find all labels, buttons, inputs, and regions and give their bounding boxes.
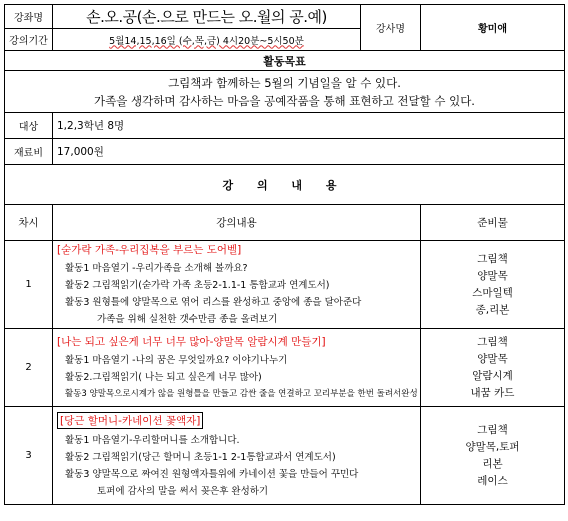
prep-item: 내꿈 카드 — [470, 386, 515, 399]
column-header-row — [5, 205, 565, 241]
column-session: 차시 — [5, 205, 53, 241]
prep-item: 알람시계 — [472, 369, 513, 382]
target-row — [5, 113, 565, 139]
session-content — [53, 329, 421, 407]
session-prep — [421, 329, 565, 407]
lesson-plan-table — [4, 4, 565, 505]
lesson-plan-sheet — [4, 4, 564, 505]
cost-label: 재료비 — [5, 139, 53, 165]
prep-item: 양말목,토퍼 — [465, 440, 520, 453]
session-number: 3 — [5, 407, 53, 505]
target-label: 대상 — [5, 113, 53, 139]
session-line: 활동2 그림책읽기(숟가락 가족 초등2-1.1-1 통합교과 연계도서) — [65, 280, 330, 291]
session-line: 가족을 위해 실천한 갯수만큼 종을 올려보기 — [97, 314, 278, 325]
goals-body — [5, 71, 565, 113]
prep-item: 리본 — [482, 457, 503, 470]
column-content: 강의내용 — [53, 205, 421, 241]
prep-item: 그림책 — [477, 423, 508, 436]
section-title-row — [5, 165, 565, 205]
session-line: 활동3 양말목으로시계가 않을 원형틀을 만들고 감싼 줄을 연결하고 꼬리부분을 한번 돌려서완성 — [65, 388, 418, 399]
session-content — [53, 407, 421, 505]
column-prep: 준비물 — [421, 205, 565, 241]
session-line: 활동2 그림책읽기(당근 할머니 초등1-1 2-1통합교과서 연계도서) — [65, 452, 336, 463]
period-value: 5월14,15,16일 (수,목,금) 4시20분~5시50분 — [53, 29, 361, 51]
session-row-3 — [5, 407, 565, 505]
session-prep — [421, 407, 565, 505]
prep-item: 양말목 — [477, 269, 508, 282]
period-label: 강의기간 — [5, 29, 53, 51]
teacher-label: 강사명 — [361, 5, 421, 51]
session-number: 1 — [5, 241, 53, 329]
session-number: 2 — [5, 329, 53, 407]
goal-line-1: 그림책과 함께하는 5월의 기념일을 알 수 있다. — [168, 75, 401, 90]
session-content — [53, 241, 421, 329]
goal-line-2: 가족을 생각하며 감사하는 마음을 공예작품을 통해 표현하고 전달할 수 있다. — [94, 93, 475, 108]
session-line: 활동1 마음열기-우리할머니를 소개합니다. — [65, 435, 240, 446]
session-row-1 — [5, 241, 565, 329]
session-title: [나는 되고 싶은게 너무 너무 많아-양말목 알람시계 만들기] — [57, 335, 326, 348]
subject-label: 강좌명 — [5, 5, 53, 29]
prep-item: 스마일텍 — [472, 286, 513, 299]
session-line: 활동3 양말목으로 짜여진 원형액자틀위에 카네이션 꽃을 만들어 꾸민다 — [65, 469, 359, 480]
goals-body-row — [5, 71, 565, 113]
subject-value: 손.오.공(손.으로 만드는 오.월의 공.예) — [53, 5, 361, 29]
session-line: 활동1 마음열기 -나의 꿈은 무엇일까요? 이야기나누기 — [65, 354, 288, 366]
prep-item: 그림책 — [477, 335, 508, 348]
session-line: 활동3 원형틀에 양말목으로 엮어 리스를 완성하고 중앙에 종을 달아준다 — [65, 297, 362, 308]
session-line: 토퍼에 감사의 말을 써서 꽂은후 완성하기 — [97, 486, 269, 497]
session-title-text: [당근 할머니-카네이션 꽃액자] — [57, 412, 203, 429]
session-title — [57, 412, 416, 429]
prep-item: 레이스 — [477, 474, 508, 487]
session-line: 활동1 마음열기 -우리가족을 소개해 볼까요? — [65, 263, 248, 274]
subject-row — [5, 5, 565, 29]
session-line: 활동2.그림책읽기( 나는 되고 싶은게 너무 많아) — [65, 371, 262, 383]
prep-item: 종,리본 — [475, 303, 510, 316]
section-title: 강 의 내 용 — [5, 165, 565, 205]
session-row-2 — [5, 329, 565, 407]
session-title: [숟가락 가족-우리집복을 부르는 도어벨] — [57, 244, 242, 256]
prep-item: 양말목 — [477, 352, 508, 365]
goals-title-row — [5, 51, 565, 71]
cost-row — [5, 139, 565, 165]
teacher-value: 황미애 — [421, 5, 565, 51]
cost-value: 17,000원 — [53, 139, 565, 165]
session-prep — [421, 241, 565, 329]
goals-title: 활동목표 — [5, 51, 565, 71]
target-value: 1,2,3학년 8명 — [53, 113, 565, 139]
prep-item: 그림책 — [477, 252, 508, 265]
